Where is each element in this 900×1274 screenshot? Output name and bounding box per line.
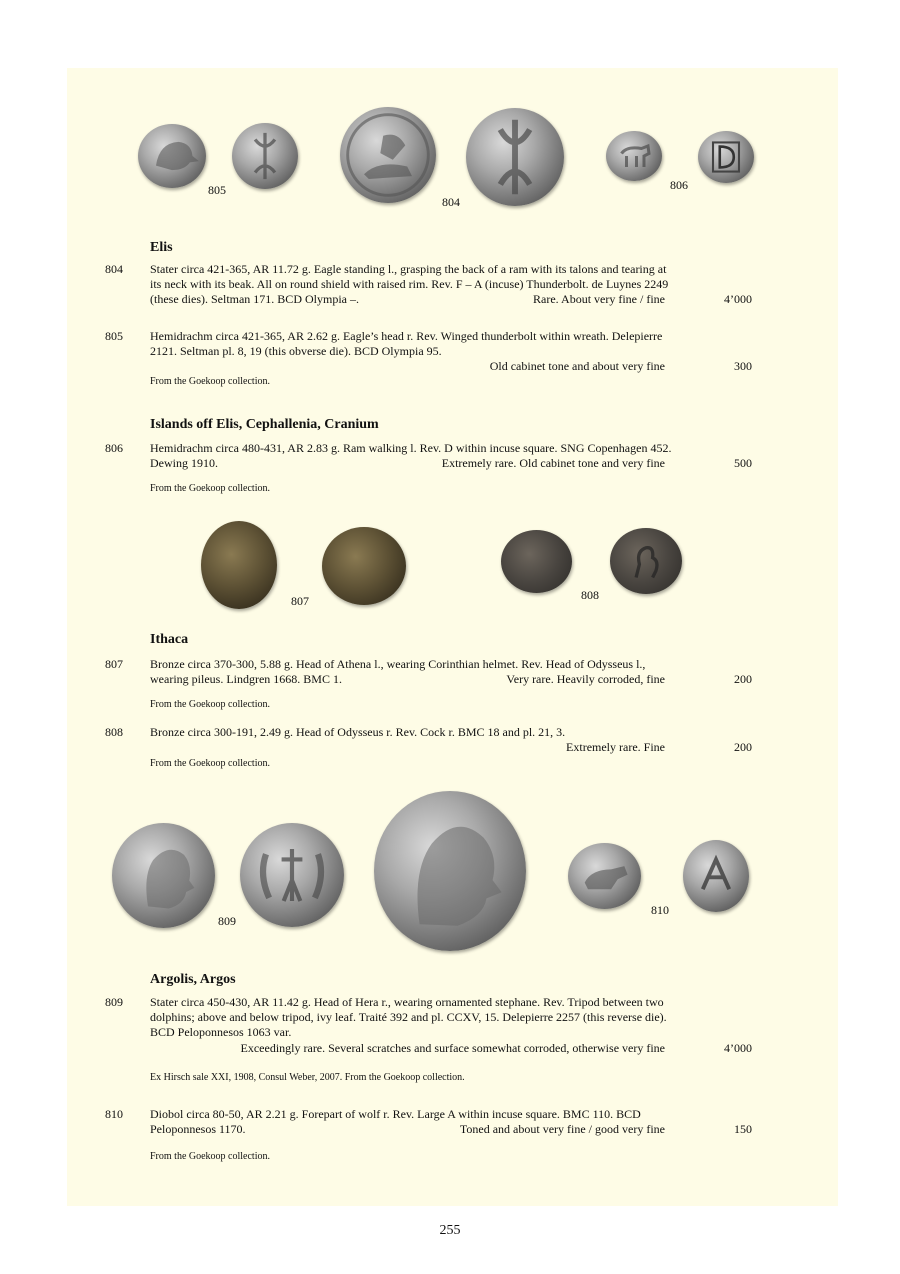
lot-807-price: 200 <box>734 672 752 686</box>
coin-809-obverse <box>112 823 215 928</box>
coin-label-804: 804 <box>442 195 460 209</box>
page-number: 255 <box>439 1223 461 1238</box>
section-heading-elis: Elis <box>150 240 173 255</box>
tripod-dolphins-icon <box>240 823 344 927</box>
lot-806-description: Hemidrachm circa 480-431, AR 2.83 g. Ram walking l. Rev. D within incuse square. SNG Copenhagen 452. Dewing 1910. Extremely rare. Old cabinet tone and very fine 500 <box>150 441 752 470</box>
wolf-forepart-icon <box>568 843 641 909</box>
lot-number-804: 804 <box>105 262 123 276</box>
coin-label-807: 807 <box>291 594 309 608</box>
lot-808-price: 200 <box>734 740 752 754</box>
coin-label-809: 809 <box>218 914 236 928</box>
lot-808-grade: Extremely rare. Fine <box>566 740 665 754</box>
lot-810-provenance: From the Goekoop collection. <box>150 1151 270 1162</box>
coin-810-obverse <box>568 843 641 909</box>
lot-807-description: Bronze circa 370-300, 5.88 g. Head of Athena l., wearing Corinthian helmet. Rev. Head of Odysseus l., wearing pileus. Lindgren 1668. BMC 1. Very rare. Heavily corroded, fine 200 <box>150 657 752 686</box>
coin-805-reverse <box>232 123 298 189</box>
coin-809-obverse-enlarged <box>374 791 526 951</box>
section-heading-argos: Argolis, Argos <box>150 972 236 987</box>
lot-805-provenance: From the Goekoop collection. <box>150 376 270 387</box>
eagle-head-icon <box>138 124 206 188</box>
lot-number-806: 806 <box>105 441 123 455</box>
coin-807-reverse <box>322 527 406 605</box>
coin-810-reverse <box>683 840 749 912</box>
lot-808-provenance: From the Goekoop collection. <box>150 758 270 769</box>
lot-805-description: Hemidrachm circa 421-365, AR 2.62 g. Eagle’s head r. Rev. Winged thunderbolt within wreath. Delepierre 2121. Seltman pl. 8, 19 (this obverse die). BCD Olympia 95. Old cabinet tone and about very fine 300 <box>150 329 752 373</box>
lot-804-grade: Rare. About very fine / fine <box>533 292 665 306</box>
lot-809-price: 4’000 <box>724 1041 752 1055</box>
lot-number-809: 809 <box>105 995 123 1009</box>
coin-807-obverse <box>201 521 277 609</box>
coin-805-obverse <box>138 124 206 188</box>
hera-head-icon <box>374 791 526 951</box>
lot-809-provenance: Ex Hirsch sale XXI, 1908, Consul Weber, 2007. From the Goekoop collection. <box>150 1072 465 1083</box>
lot-808-description: Bronze circa 300-191, 2.49 g. Head of Odysseus r. Rev. Cock r. BMC 18 and pl. 21, 3. Extremely rare. Fine 200 <box>150 725 752 754</box>
lot-number-805: 805 <box>105 329 123 343</box>
eagle-on-ram-icon <box>340 107 436 203</box>
letter-a-icon <box>683 840 749 912</box>
coin-label-805: 805 <box>208 183 226 197</box>
lot-806-provenance: From the Goekoop collection. <box>150 483 270 494</box>
lot-number-807: 807 <box>105 657 123 671</box>
section-heading-cephallenia: Islands off Elis, Cephallenia, Cranium <box>150 417 379 432</box>
thunderbolt-icon <box>466 108 564 206</box>
coin-806-reverse <box>698 131 754 183</box>
lot-807-grade: Very rare. Heavily corroded, fine <box>506 672 665 686</box>
coin-808-reverse <box>610 528 682 594</box>
lot-804-description: Stater circa 421-365, AR 11.72 g. Eagle standing l., grasping the back of a ram with its talons and tearing at its neck with its beak. All on round shield with raised rim. Rev. F – A (incuse) Thunderbolt. de Luynes 2249 (these dies). Seltman 171. BCD Olympia –. Rare. About very fine / fine 4’000 <box>150 262 752 306</box>
lot-810-price: 150 <box>734 1122 752 1136</box>
lot-number-810: 810 <box>105 1107 123 1121</box>
coin-808-obverse <box>501 530 572 593</box>
letter-d-icon <box>698 131 754 183</box>
thunderbolt-icon <box>232 123 298 189</box>
lot-804-price: 4’000 <box>724 292 752 306</box>
ram-icon <box>606 131 662 181</box>
section-heading-ithaca: Ithaca <box>150 632 189 647</box>
lot-805-price: 300 <box>734 359 752 373</box>
coin-label-806: 806 <box>670 178 688 192</box>
lot-807-provenance: From the Goekoop collection. <box>150 699 270 710</box>
lot-806-grade: Extremely rare. Old cabinet tone and very fine <box>441 456 665 470</box>
lot-810-description: Diobol circa 80-50, AR 2.21 g. Forepart of wolf r. Rev. Large A within incuse square. BMC 110. BCD Peloponnesos 1170. Toned and about very fine / good very fine 150 <box>150 1107 752 1136</box>
coin-804-reverse <box>466 108 564 206</box>
coin-806-obverse <box>606 131 662 181</box>
lot-805-grade: Old cabinet tone and about very fine <box>489 359 665 373</box>
coin-label-808: 808 <box>581 588 599 602</box>
coin-label-810: 810 <box>651 903 669 917</box>
lot-809-description: Stater circa 450-430, AR 11.42 g. Head of Hera r., wearing ornamented stephane. Rev. Tripod between two dolphins; above and below tripod, ivy leaf. Traité 392 and pl. CCXV, 15. Delepierre 2257 (this reverse die). BCD Peloponnesos 1063 var. Exceedingly rare. Several scratches and surface somewhat corroded, otherwise very fine 4’000 <box>150 995 752 1055</box>
coin-809-reverse <box>240 823 344 927</box>
hera-head-icon <box>112 823 215 928</box>
lot-806-price: 500 <box>734 456 752 470</box>
lot-810-grade: Toned and about very fine / good very fine <box>459 1122 665 1136</box>
lot-809-grade: Exceedingly rare. Several scratches and surface somewhat corroded, otherwise very fine <box>240 1041 665 1055</box>
lot-number-808: 808 <box>105 725 123 739</box>
coin-804-obverse <box>340 107 436 203</box>
cock-icon <box>610 528 682 594</box>
